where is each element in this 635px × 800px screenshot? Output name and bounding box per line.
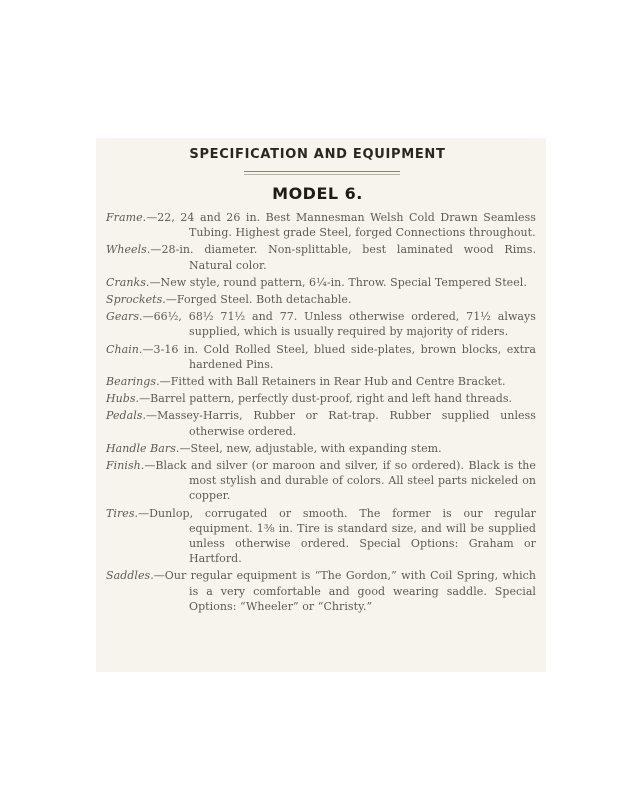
spec-text: —Fitted with Ball Retainers in Rear Hub and Centre Bracket. (159, 375, 506, 389)
spec-term: Cranks. (106, 275, 150, 289)
spec-text: —Steel, new, adjustable, with expanding stem. (179, 441, 442, 455)
spec-item-bearings (106, 374, 536, 389)
spec-term: Hubs. (106, 392, 140, 406)
spec-term: Handle Bars. (106, 441, 180, 455)
spec-text: —22, 24 and 26 in. Best Mannesman Welsh Cold Drawn Seamless Tubing. Highest grade Steel, forged Connections throughout. (146, 211, 536, 240)
spec-text: —New style, round pattern, 6¼-in. Throw. Special Tempered Steel. (149, 275, 527, 289)
spec-item-saddles (106, 568, 536, 614)
spec-term: Wheels. (106, 243, 151, 257)
spec-item-wheels (106, 242, 536, 272)
spec-text: —Dunlop, corrugated or smooth. The former is our regular equipment. 1⅜ in. Tire is standard size, and will be supplied unless otherwise ordered. Special Options: Graham or Hartford. (138, 506, 536, 566)
spec-text: —66½, 68½ 71½ and 77. Unless otherwise ordered, 71½ always supplied, which is usually required by majority of riders. (142, 310, 536, 339)
spec-list (106, 210, 536, 616)
spec-item-gears (106, 309, 536, 339)
spec-term: Finish. (106, 459, 145, 473)
spec-item-hubs (106, 391, 536, 406)
page-title: SPECIFICATION AND EQUIPMENT (189, 147, 446, 162)
spec-text: —Our regular equipment is “The Gordon,” with Coil Spring, which is a very comfortable and good wearing saddle. Special Options: “Wheeler” or “Christy.” (153, 569, 536, 613)
spec-term: Gears. (106, 310, 143, 324)
spec-text: —28-in. diameter. Non-splittable, best laminated wood Rims. Natural color. (150, 243, 536, 272)
spec-term: Tires. (106, 506, 139, 520)
spec-item-finish (106, 458, 536, 504)
model-heading: MODEL 6. (272, 184, 363, 203)
spec-text: —Black and silver (or maroon and silver, if so ordered). Black is the most stylish and durable of colors. All steel parts nickeled on copper. (144, 459, 536, 503)
spec-term: Pedals. (106, 409, 147, 423)
spec-item-chain (106, 342, 536, 372)
spec-term: Bearings. (106, 375, 160, 389)
spec-item-frame (106, 210, 536, 240)
spec-text: —Massey-Harris, Rubber or Rat-trap. Rubber supplied unless otherwise ordered. (146, 409, 536, 438)
spec-item-sprockets (106, 292, 536, 307)
spec-term: Saddles. (106, 569, 154, 583)
spec-term: Sprockets. (106, 293, 166, 307)
spec-item-cranks (106, 275, 536, 290)
spec-term: Chain. (106, 342, 143, 356)
title-divider (244, 171, 400, 172)
spec-item-pedals (106, 408, 536, 438)
spec-item-handle-bars (106, 441, 536, 456)
spec-term: Frame. (106, 211, 147, 224)
spec-text: —3-16 in. Cold Rolled Steel, blued side-plates, brown blocks, extra hardened Pins. (142, 342, 536, 371)
spec-text: —Barrel pattern, perfectly dust-proof, right and left hand threads. (139, 392, 513, 406)
spec-text: —Forged Steel. Both detachable. (165, 293, 352, 307)
spec-item-tires (106, 506, 536, 567)
